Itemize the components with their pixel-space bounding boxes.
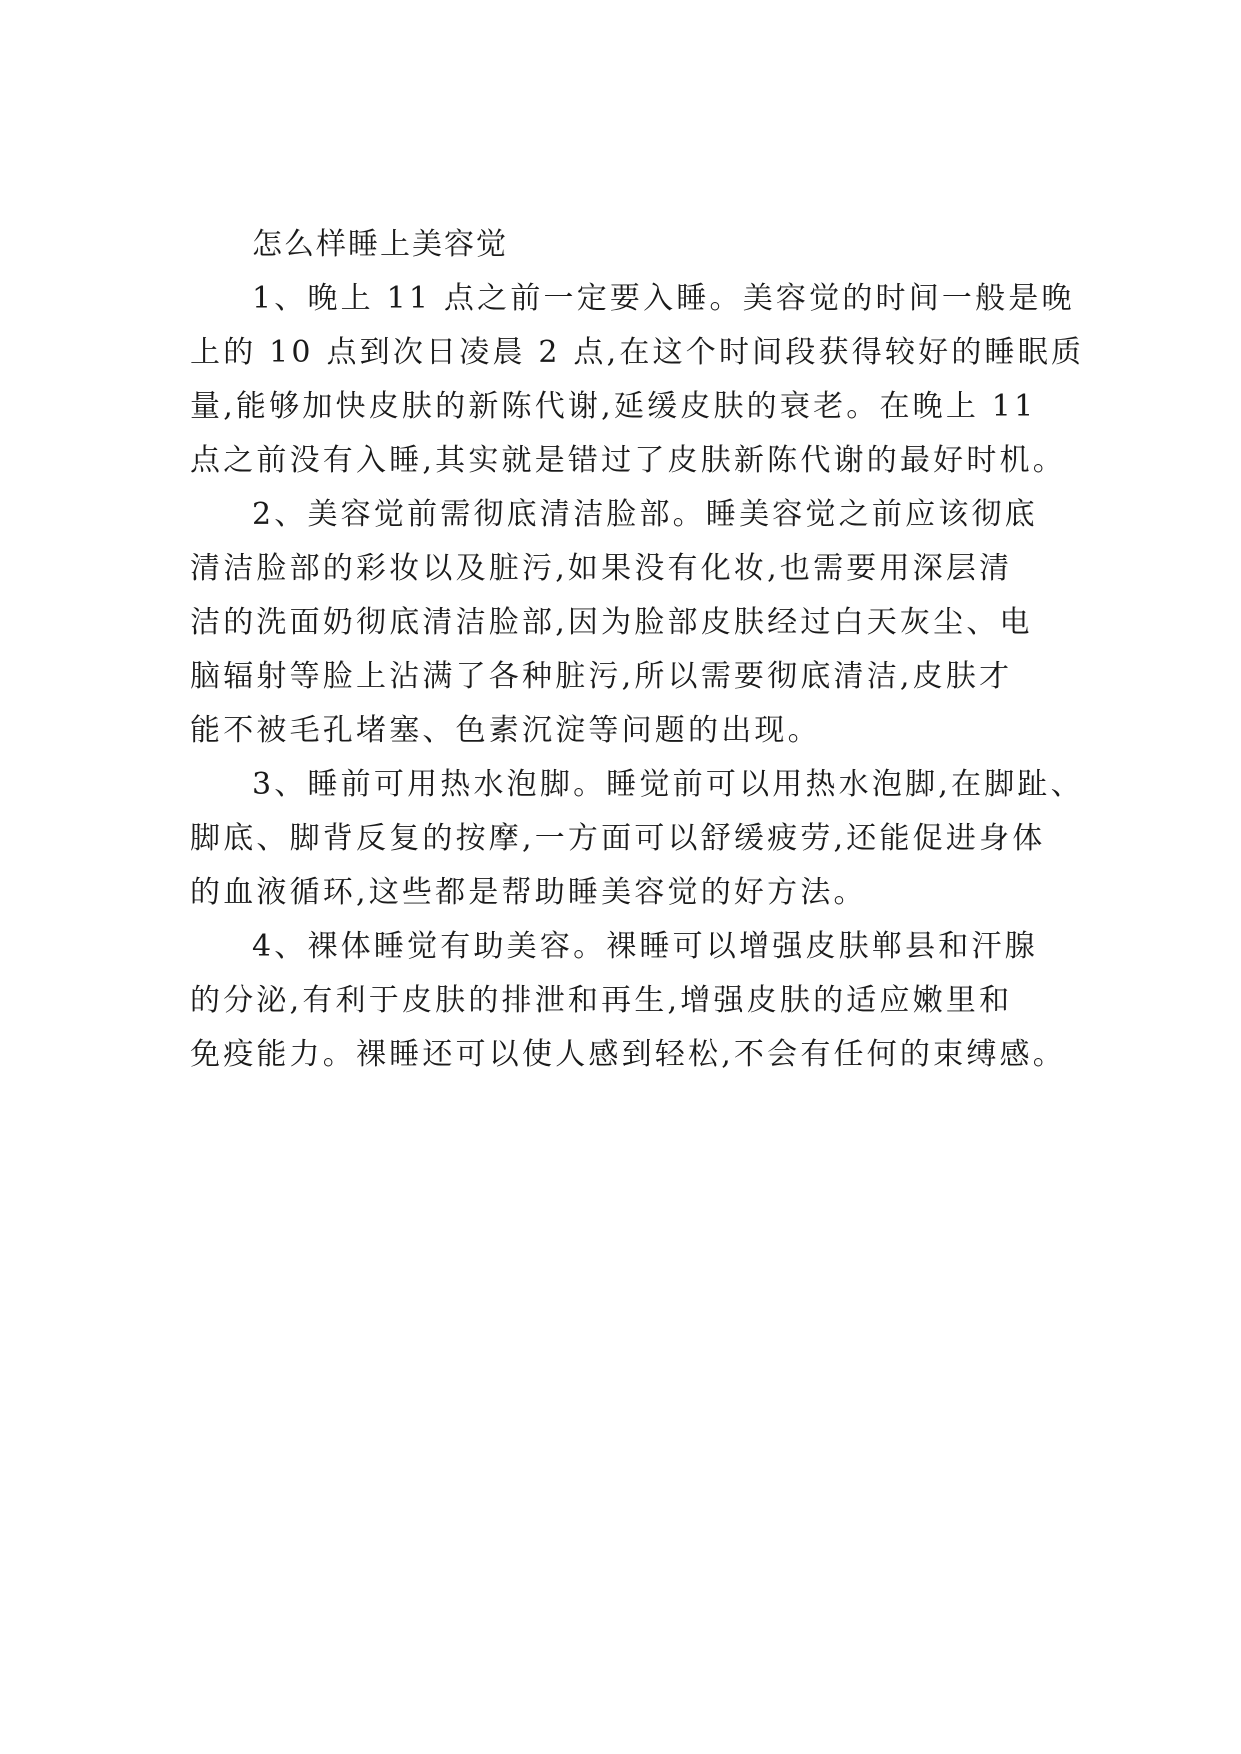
paragraph-line: 点之前没有入睡,其实就是错过了皮肤新陈代谢的最好时机。 — [190, 443, 1066, 478]
paragraph-line: 的分泌,有利于皮肤的排泄和再生,增强皮肤的适应嫩里和 — [190, 983, 1013, 1018]
paragraph-line: 上的 10 点到次日凌晨 2 点,在这个时间段获得较好的睡眠质 — [190, 335, 1085, 370]
paragraph-line: 洁的洗面奶彻底清洁脸部,因为脸部皮肤经过白天灰尘、电 — [190, 605, 1033, 640]
paragraph-line: 免疫能力。裸睡还可以使人感到轻松,不会有任何的束缚感。 — [190, 1037, 1066, 1072]
paragraph-line: 清洁脸部的彩妆以及脏污,如果没有化妆,也需要用深层清 — [190, 551, 1013, 586]
document-body — [190, 218, 1085, 1082]
paragraph-3 — [190, 758, 1084, 920]
paragraph-line: 脑辐射等脸上沾满了各种脏污,所以需要彻底清洁,皮肤才 — [190, 659, 1013, 694]
paragraph-line: 脚底、脚背反复的按摩,一方面可以舒缓疲劳,还能促进身体 — [190, 821, 1046, 856]
paragraph-line: 1、晚上 11 点之前一定要入睡。美容觉的时间一般是晚 — [252, 281, 1075, 316]
paragraph-4 — [190, 920, 1066, 1082]
paragraph-line: 4、裸体睡觉有助美容。裸睡可以增强皮肤郸县和汗腺 — [252, 929, 1038, 964]
paragraph-line: 能不被毛孔堵塞、色素沉淀等问题的出现。 — [190, 713, 821, 748]
paragraph-2 — [190, 488, 1060, 758]
document-title: 怎么样睡上美容觉 — [252, 227, 508, 262]
paragraph-line: 量,能够加快皮肤的新陈代谢,延缓皮肤的衰老。在晚上 11 — [190, 389, 1037, 424]
paragraph-line: 的血液循环,这些都是帮助睡美容觉的好方法。 — [190, 875, 867, 910]
paragraph-line: 2、美容觉前需彻底清洁脸部。睡美容觉之前应该彻底 — [252, 497, 1038, 532]
paragraph-line: 3、睡前可用热水泡脚。睡觉前可以用热水泡脚,在脚趾、 — [252, 767, 1084, 802]
paragraph-1 — [190, 272, 1085, 488]
